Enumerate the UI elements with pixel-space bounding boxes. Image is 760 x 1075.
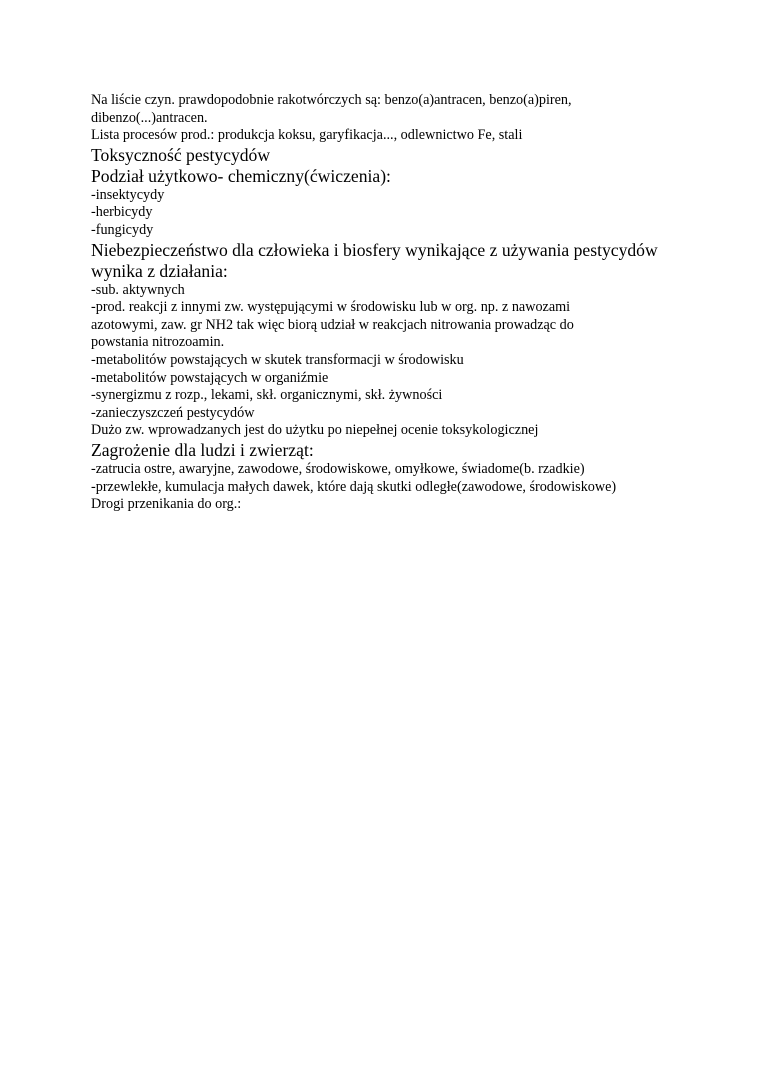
list-item-reaction-products: -prod. reakcji z innymi zw. występującymi w środowisku lub w org. np. z nawozami azotowymi, zaw. gr NH2 tak więc biorą udział w reakcjach nitrowania prowadząc do powstania nitrozoamin. xyxy=(91,299,574,351)
list-item-organism-metabolites: -metabolitów powstających w organiźmie xyxy=(91,369,329,386)
document-body xyxy=(91,92,691,514)
list-item-synergism: -synergizmu z rozp., lekami, skł. organicznymi, skł. żywności xyxy=(91,387,443,404)
list-item-fungicides: -fungicydy xyxy=(91,221,154,238)
list-item-active-substances: -sub. aktywnych xyxy=(91,281,185,298)
list-item-acute-poisoning: -zatrucia ostre, awaryjne, zawodowe, środowiskowe, omyłkowe, świadome(b. rzadkie) xyxy=(91,460,585,477)
list-item-pesticide-contaminants: -zanieczyszczeń pestycydów xyxy=(91,404,255,421)
paragraph-carcinogens-list: Na liście czyn. prawdopodobnie rakotwórczych są: benzo(a)antracen, benzo(a)piren, dibenzo(...)antracen. xyxy=(91,92,572,126)
heading-chemical-classification: Podział użytkowo- chemiczny(ćwiczenia): xyxy=(91,165,391,186)
list-item-insecticides: -insektycydy xyxy=(91,186,165,203)
list-item-herbicides: -herbicydy xyxy=(91,204,153,221)
heading-pesticide-toxicity: Toksyczność pestycydów xyxy=(91,144,271,165)
list-item-chronic-poisoning: -przewlekłe, kumulacja małych dawek, które dają skutki odległe(zawodowe, środowiskowe) xyxy=(91,478,617,495)
heading-danger-sources: Niebezpieczeństwo dla człowieka i biosfery wynikające z używania pestycydów wynika z działania: xyxy=(91,239,658,281)
paragraph-toxicological-assessment: Dużo zw. wprowadzanych jest do użytku po niepełnej ocenie toksykologicznej xyxy=(91,422,539,439)
paragraph-production-processes: Lista procesów prod.: produkcja koksu, garyfikacja..., odlewnictwo Fe, stali xyxy=(91,127,523,144)
heading-threat-humans-animals: Zagrożenie dla ludzi i zwierząt: xyxy=(91,439,314,460)
paragraph-penetration-routes: Drogi przenikania do org.: xyxy=(91,496,242,513)
list-item-environment-metabolites: -metabolitów powstających w skutek transformacji w środowisku xyxy=(91,351,464,368)
